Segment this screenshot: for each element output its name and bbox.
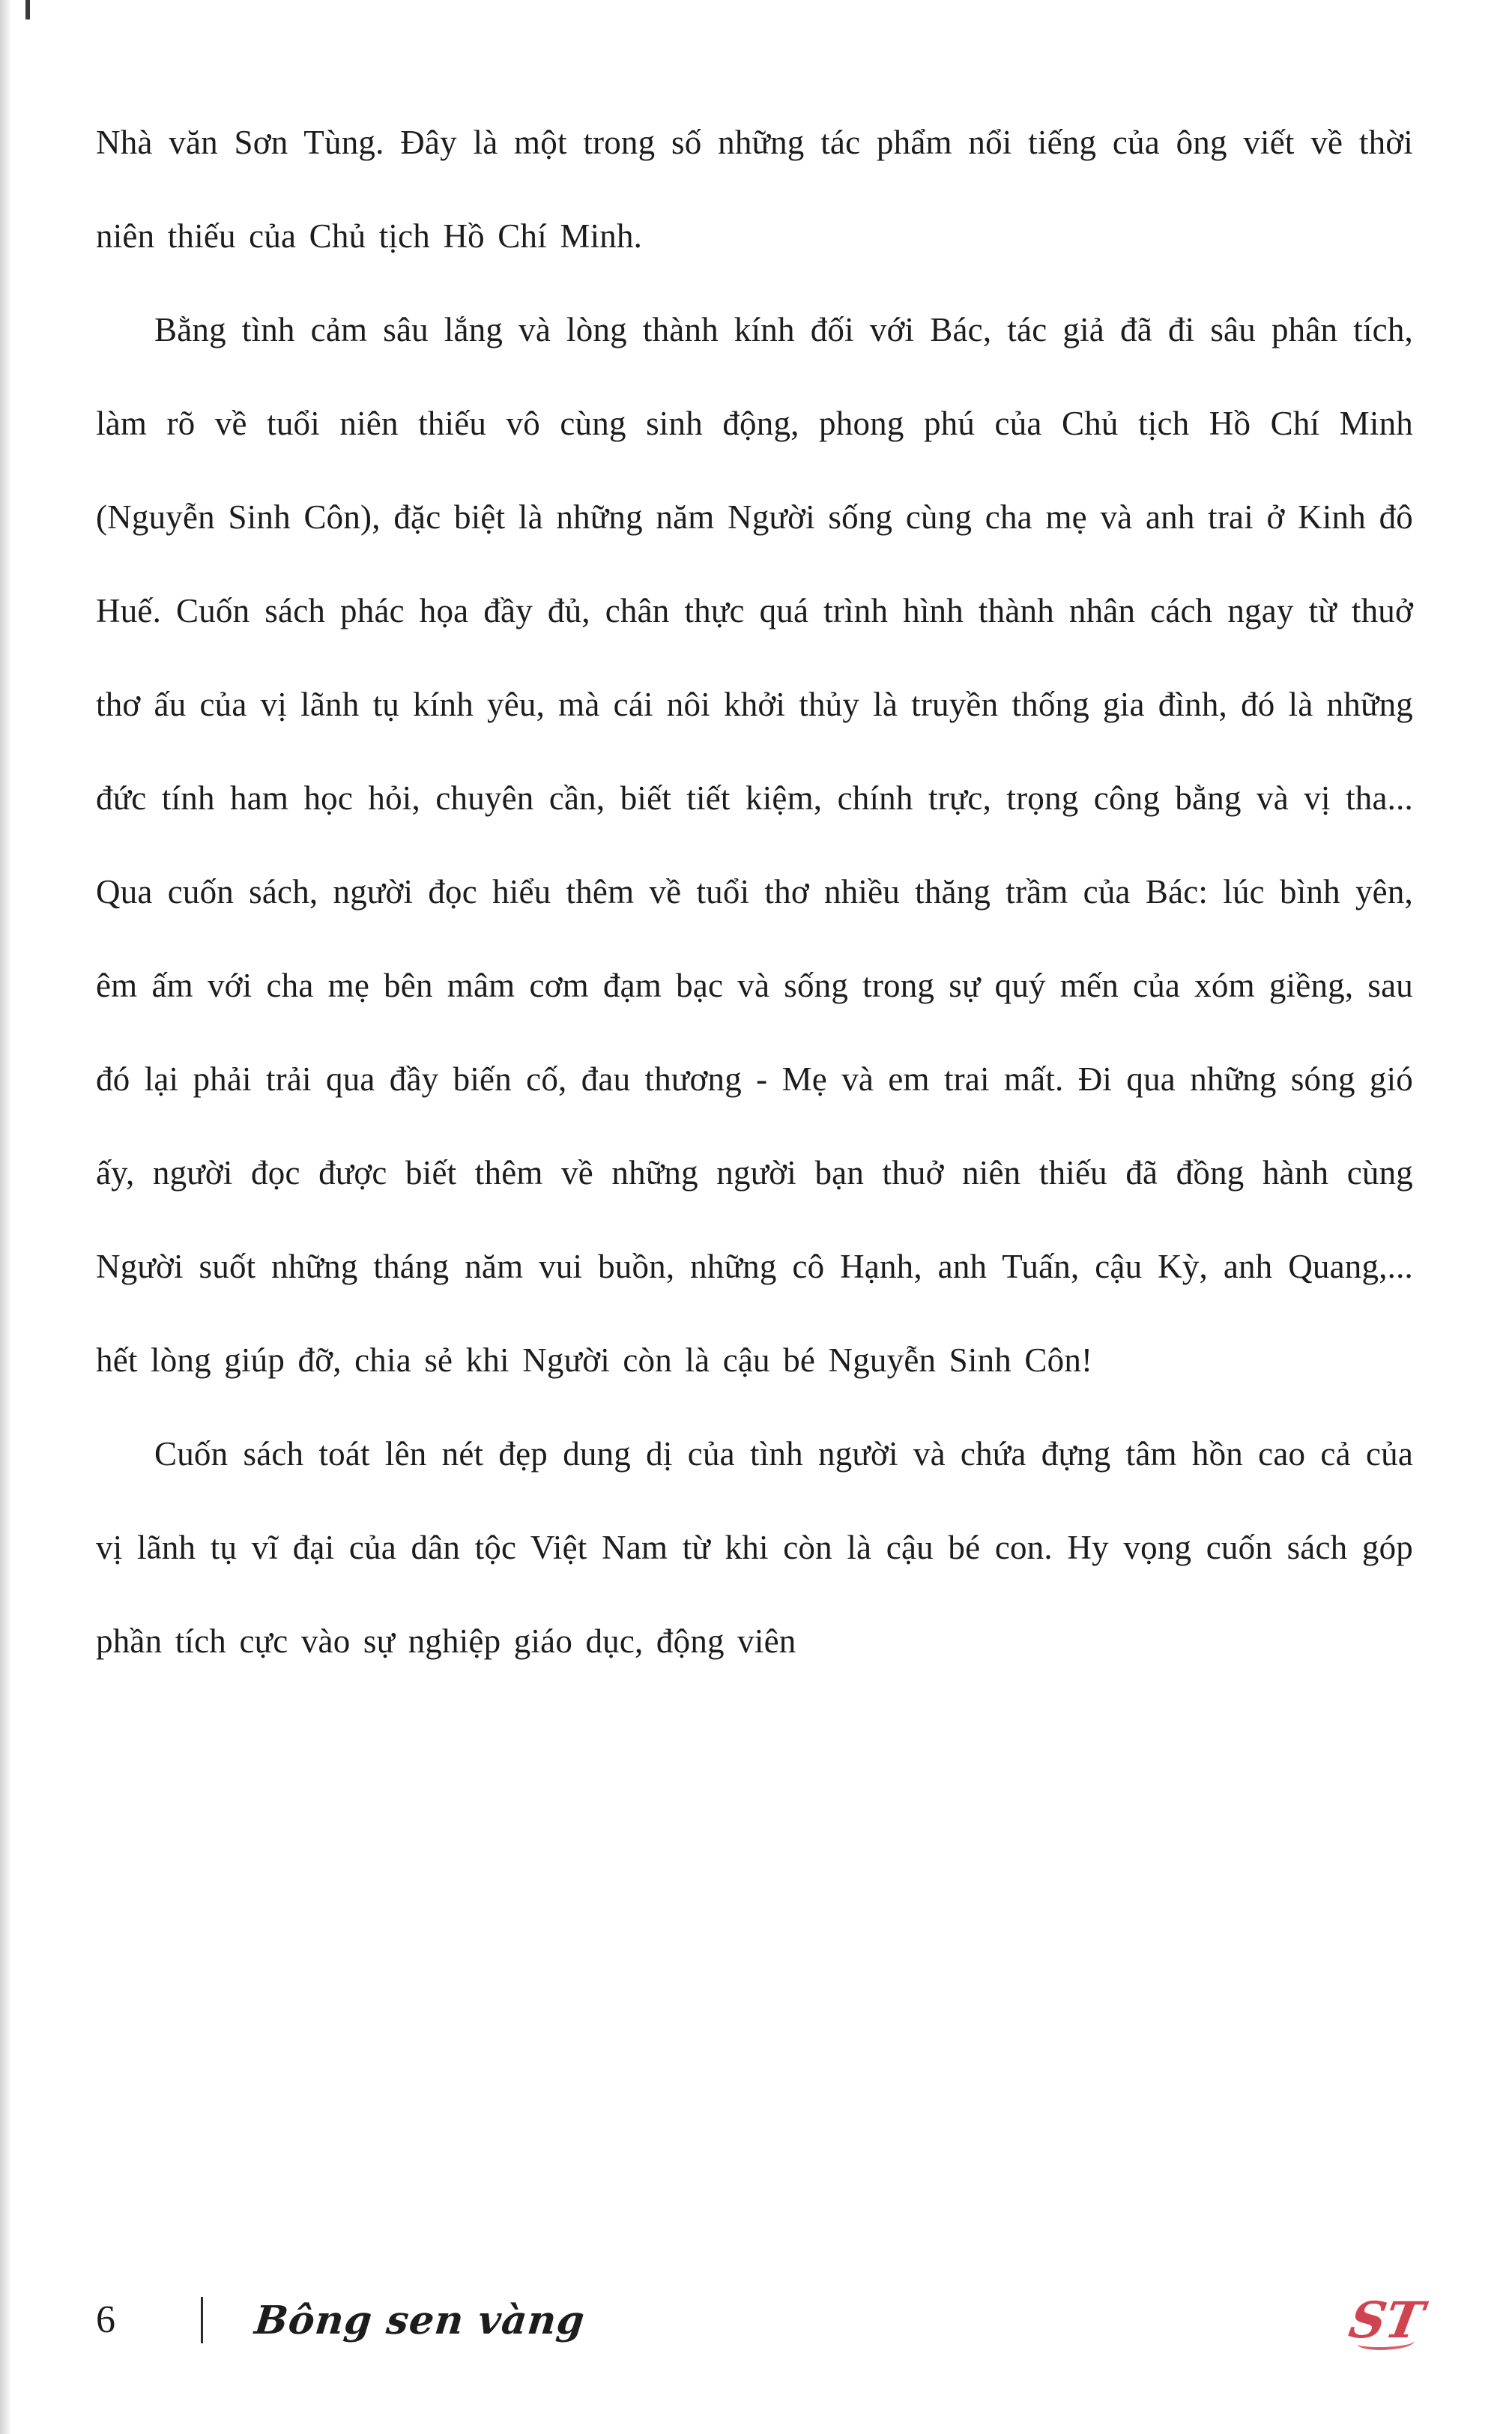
footer-divider [201, 2297, 203, 2343]
scan-edge-shading [0, 0, 12, 2434]
page-footer [96, 2275, 1428, 2365]
running-footer-book-title: Bông sen vàng [252, 2297, 587, 2343]
body-text [96, 96, 1413, 1688]
page-number: 6 [96, 2298, 115, 2341]
publisher-logo-text: ST [1344, 2291, 1428, 2349]
paragraph-3: Cuốn sách toát lên nét đẹp dung dị của tình người và chứa đựng tâm hồn cao cả của vị lãnh tụ vĩ đại của dân tộc Việt Nam từ khi còn là cậu bé con. Hy vọng cuốn sách góp phần tích cực vào sự nghiệp giáo dục, động viên [96, 1435, 1413, 1660]
paragraph-1: Nhà văn Sơn Tùng. Đây là một trong số những tác phẩm nổi tiếng của ông viết về thời niên thiếu của Chủ tịch Hồ Chí Minh. [96, 124, 1413, 255]
paragraph-2: Bằng tình cảm sâu lắng và lòng thành kính đối với Bác, tác giả đã đi sâu phân tích, làm rõ về tuổi niên thiếu vô cùng sinh động, phong phú của Chủ tịch Hồ Chí Minh (Nguyễn Sinh Côn), đặc biệt là những năm Người sống cùng cha mẹ và anh trai ở Kinh đô Huế. Cuốn sách phác họa đầy đủ, chân thực quá trình hình thành nhân cách ngay từ thuở thơ ấu của vị lãnh tụ kính yêu, mà cái nôi khởi thủy là truyền thống gia đình, đó là những đức tính ham học hỏi, chuyên cần, biết tiết kiệm, chính trực, trọng công bằng và vị tha... Qua cuốn sách, người đọc hiểu thêm về tuổi thơ nhiều thăng trầm của Bác: lúc bình yên, êm ấm với cha mẹ bên mâm cơm đạm bạc và sống trong sự quý mến của xóm giềng, sau đó lại phải trải qua đầy biến cố, đau thương - Mẹ và em trai mất. Đi qua những sóng gió ấy, người đọc được biết thêm về những người bạn thuở niên thiếu đã đồng hành cùng Người suốt những tháng năm vui buồn, những cô Hạnh, anh Tuấn, cậu Kỳ, anh Quang,... hết lòng giúp đỡ, chia sẻ khi Người còn là cậu bé Nguyễn Sinh Côn! [96, 311, 1413, 1379]
scan-artifact-mark [25, 0, 30, 19]
publisher-logo [1344, 2284, 1428, 2356]
